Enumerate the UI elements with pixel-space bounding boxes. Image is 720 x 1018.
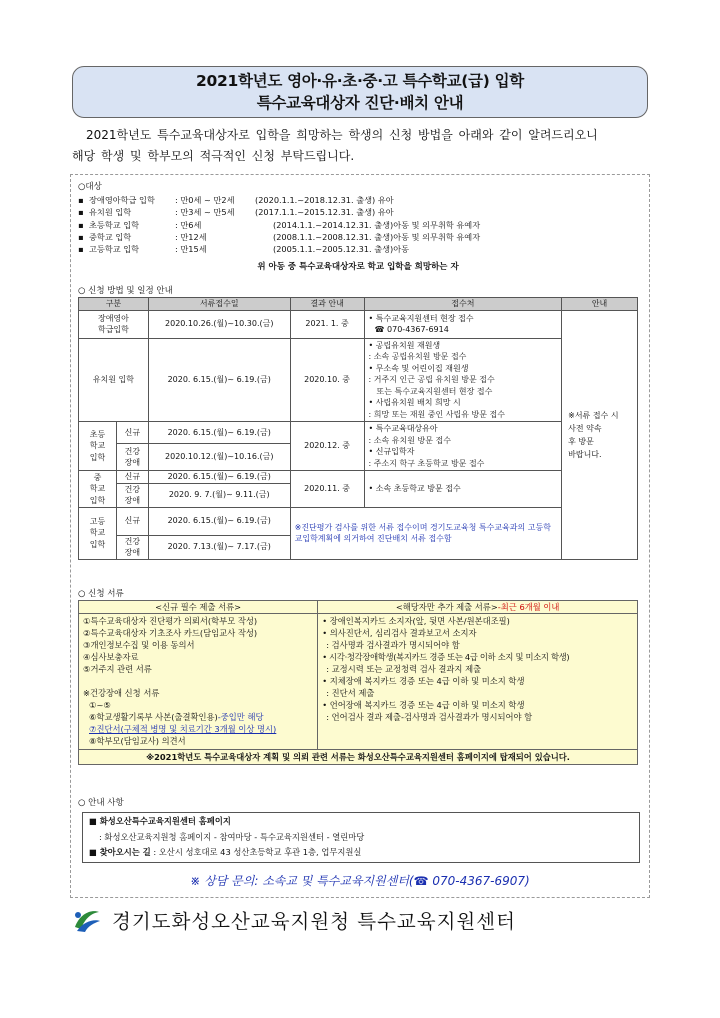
date-cell: 2020. 9. 7.(월)~ 9.11.(금): [148, 483, 290, 507]
place-cell: [364, 422, 562, 471]
sub-label: 건강 장애: [116, 444, 148, 471]
table-row: [79, 507, 638, 535]
right-docs: [318, 614, 638, 749]
high-note: ※진단평가 검사를 위한 서류 접수이며 경기도교육청 특수교육과의 고등학교입학계획에 의거하여 진단배치 서류 접수함: [290, 507, 562, 559]
guide-label: ■ 찾아오시는 길: [89, 847, 151, 857]
result-cell: 2020.12. 중: [290, 422, 364, 471]
doc-item: • 언어장애 복지카드 경증 또는 4급 이하 및 미소지 학생: [322, 700, 525, 711]
doc-item: ⑧학부모(담임교사) 의견서: [89, 736, 186, 747]
table-row: [79, 471, 638, 484]
doc-item: : 진단서 제출: [326, 688, 375, 699]
result-cell: 2020.11. 중: [290, 471, 364, 508]
row-label: 고등 학교 입학: [79, 507, 117, 559]
date-cell: 2020.10.12.(월)~10.16.(금): [148, 444, 290, 471]
target-row: [78, 206, 638, 218]
title-line1: 2021학년도 영아·유·초·중·고 특수학교(급) 입학: [196, 72, 524, 90]
col-header: 서류접수일: [148, 298, 290, 311]
row-label: 장애영아 학급입학: [79, 310, 149, 338]
target-birth: (2005.1.1.~2005.12.31. 출생)아동: [273, 244, 410, 255]
left-header: <신규 필수 제출 서류>: [79, 601, 318, 614]
place-line: : 주소지 학구 초등학교 방문 접수: [368, 458, 485, 468]
target-label: 유치원 입학: [89, 207, 132, 218]
guide-heading: ○ 안내 사항: [78, 798, 124, 808]
intro-text: [72, 125, 652, 167]
date-cell: 2020. 7.13.(월)~ 7.17.(금): [148, 535, 290, 559]
target-label: 고등학교 입학: [89, 244, 140, 255]
target-birth: (2014.1.1.~2014.12.31. 출생)아동 및 의무취학 유예자: [273, 219, 481, 230]
guide-line: : 화성오산교육지원청 홈페이지 - 참여마당 - 특수교육지원센터 - 열린마당: [99, 831, 365, 842]
schedule-heading: ○ 신청 방법 및 일정 안내: [78, 286, 173, 296]
target-note: 위 아동 중 특수교육대상자로 학교 입학을 희망하는 자: [257, 262, 459, 272]
sub-label: 신규: [116, 422, 148, 444]
place-cell: [364, 338, 562, 422]
place-cell: • 소속 초등학교 방문 접수: [364, 471, 562, 508]
docs-footer: ※2021학년도 특수교육대상자 계획 및 의뢰 관련 서류는 화성오산특수교육지원센터 홈페이지에 탑재되어 있습니다.: [79, 749, 638, 764]
table-row: [79, 310, 638, 338]
target-row: [78, 231, 638, 243]
target-label: 장애영아학급 입학: [89, 195, 155, 205]
guide-box: [82, 812, 640, 863]
target-birth: (2017.1.1.~2015.12.31. 출생) 유아: [255, 207, 394, 218]
bullet-icon: ▪: [78, 219, 84, 230]
row-label: 유치원 입학: [79, 338, 149, 422]
office-logo-icon: [72, 907, 102, 933]
place-line: • 공립유치원 재원생: [368, 340, 441, 350]
bullet-icon: ▪: [78, 244, 84, 255]
col-header: 구분: [79, 298, 149, 311]
guide-line: [89, 845, 633, 861]
table-row: [79, 422, 638, 444]
date-cell: 2020. 6.15.(월)~ 6.19.(금): [148, 471, 290, 484]
target-birth: (2008.1.1.~2008.12.31. 출생)아동 및 의무취학 유예자: [273, 231, 481, 242]
doc-item: : 교정시력 또는 교정청력 검사 결과지 제출: [326, 664, 482, 675]
footer-org-name: 경기도화성오산교육지원청 특수교육지원센터: [112, 910, 516, 933]
right-header: [318, 601, 638, 614]
doc-item-text: ⑥학교생활기록부 사본(출결확인용): [89, 712, 218, 723]
target-list: [78, 194, 638, 255]
docs-heading: ○ 신청 서류: [78, 589, 124, 599]
sub-label: 건강 장애: [116, 535, 148, 559]
table-header-row: [79, 601, 638, 614]
col-header: 안내: [562, 298, 638, 311]
sub-label: 신규: [116, 507, 148, 535]
target-age: : 만12세: [175, 231, 207, 242]
target-heading: ○대상: [78, 182, 102, 192]
target-age: : 만6세: [175, 219, 202, 230]
title-banner: [72, 66, 648, 118]
intro-line1: 2021학년도 특수교육대상자로 입학을 희망하는 학생의 신청 방법을 아래와 같이 알려드리오니: [86, 128, 598, 142]
place-line: • 신규입학자: [368, 447, 415, 456]
table-row: [79, 338, 638, 422]
doc-item: • 시각·청각장애학생(복지카드 경증 또는 4급 이하 소지 및 미소지 학생): [322, 652, 570, 663]
place-line: • 특수교육대상유아: [368, 424, 438, 433]
doc-item: [83, 711, 313, 723]
doc-item-note: -중입만 해당: [217, 712, 264, 723]
guide-cell: ※서류 접수 시 사전 약속 후 방문 바랍니다.: [562, 310, 638, 559]
target-label: 중학교 입학: [89, 231, 132, 242]
guide-line: ■ 화성오산특수교육지원센터 홈페이지: [89, 816, 231, 826]
doc-item: ③개인정보수집 및 이용 동의서: [83, 640, 195, 651]
target-age: : 만15세: [175, 244, 207, 255]
result-cell: 2021. 1. 중: [290, 310, 364, 338]
doc-item: ②특수교육대상자 기초조사 카드(담임교사 작성): [83, 628, 258, 639]
phone-text: ☎ 070-4367-6914: [374, 325, 449, 334]
place-line: : 거주지 인근 공립 유치원 방문 접수: [368, 375, 495, 384]
doc-item: : 검사명과 검사결과가 명시되어야 함: [326, 640, 460, 651]
date-cell: 2020.10.26.(월)~10.30.(금): [148, 310, 290, 338]
doc-item: • 의사진단서, 심리검사 결과보고서 소지자: [322, 628, 477, 639]
bullet-icon: ▪: [78, 231, 84, 242]
guide-address: : 오산시 성호대로 43 성산초등학교 후관 1층, 업무지원실: [153, 847, 362, 857]
doc-item: ⑤거주지 관련 서류: [83, 664, 152, 675]
footer: [72, 906, 516, 934]
right-header-recent: -최근 6개월 이내: [497, 602, 560, 612]
spacer: [83, 675, 313, 687]
bullet-icon: ▪: [78, 195, 84, 205]
schedule-table: [78, 297, 638, 560]
place-line: : 희망 또는 재원 중인 사립유 방문 접수: [368, 409, 505, 419]
doc-item: ④심사보충자료: [83, 652, 139, 663]
table-row: [79, 749, 638, 764]
place-line: • 무소속 및 어린이집 재원생: [368, 363, 469, 373]
docs-table: [78, 600, 638, 765]
sub-label: 신규: [116, 471, 148, 484]
doc-item: ①특수교육대상자 진단평가 의뢰서(학부모 작성): [83, 616, 258, 627]
table-row: [79, 614, 638, 749]
bullet-icon: ▪: [78, 207, 84, 218]
result-cell: 2020.10. 중: [290, 338, 364, 422]
date-cell: 2020. 6.15.(월)~ 6.19.(금): [148, 422, 290, 444]
place-cell: [364, 310, 562, 338]
target-label: 초등학교 입학: [89, 219, 140, 230]
intro-line2: 해당 학생 및 학부모의 적극적인 신청 부탁드립니다.: [72, 149, 355, 163]
row-label: 초등 학교 입학: [79, 422, 117, 471]
target-row: [78, 243, 638, 255]
sub-label: 건강 장애: [116, 483, 148, 507]
col-header: 결과 안내: [290, 298, 364, 311]
place-line: • 사립유치원 배치 희망 시: [368, 398, 461, 407]
date-cell: 2020. 6.15.(월)~ 6.19.(금): [148, 507, 290, 535]
target-age: : 만0세 ~ 만2세: [175, 195, 235, 205]
doc-item: ①~⑤: [89, 700, 111, 711]
place-line: : 소속 공립유치원 방문 접수: [368, 352, 467, 361]
date-cell: 2020. 6.15.(월)~ 6.19.(금): [148, 338, 290, 422]
target-row: [78, 219, 638, 231]
doc-item: ※건강장애 신청 서류: [83, 688, 160, 699]
left-docs: [79, 614, 318, 749]
doc-item: • 장애인복지카드 소지자(앞, 뒷면 사본/원본대조필): [322, 616, 510, 627]
place-line: • 특수교육지원센터 현장 접수: [368, 313, 474, 323]
col-header: 접수처: [364, 298, 562, 311]
contact-info: ※ 상담 문의: 소속교 및 특수교육지원센터(☎ 070-4367-6907): [190, 874, 530, 888]
doc-item: ⑦진단서(구체적 병명 및 치료기간 3개월 이상 명시): [89, 724, 277, 735]
place-line: 또는 특수교육지원센터 현장 접수: [376, 386, 493, 396]
table-header-row: [79, 298, 638, 311]
place-line: : 소속 유치원 방문 접수: [368, 435, 451, 445]
target-row: [78, 194, 638, 206]
target-age: : 만3세 ~ 만5세: [175, 207, 235, 218]
target-birth: (2020.1.1.~2018.12.31. 출생) 유아: [255, 195, 394, 205]
doc-item: : 언어검사 결과 제출-검사명과 검사결과가 명시되어야 함: [326, 712, 533, 723]
title-line2: 특수교육대상자 진단·배치 안내: [256, 94, 464, 112]
doc-item: • 지체장애 복지카드 경증 또는 4급 이하 및 미소지 학생: [322, 676, 525, 687]
right-header-main: <해당자만 추가 제출 서류>: [395, 602, 498, 612]
row-label: 중 학교 입학: [79, 471, 117, 508]
